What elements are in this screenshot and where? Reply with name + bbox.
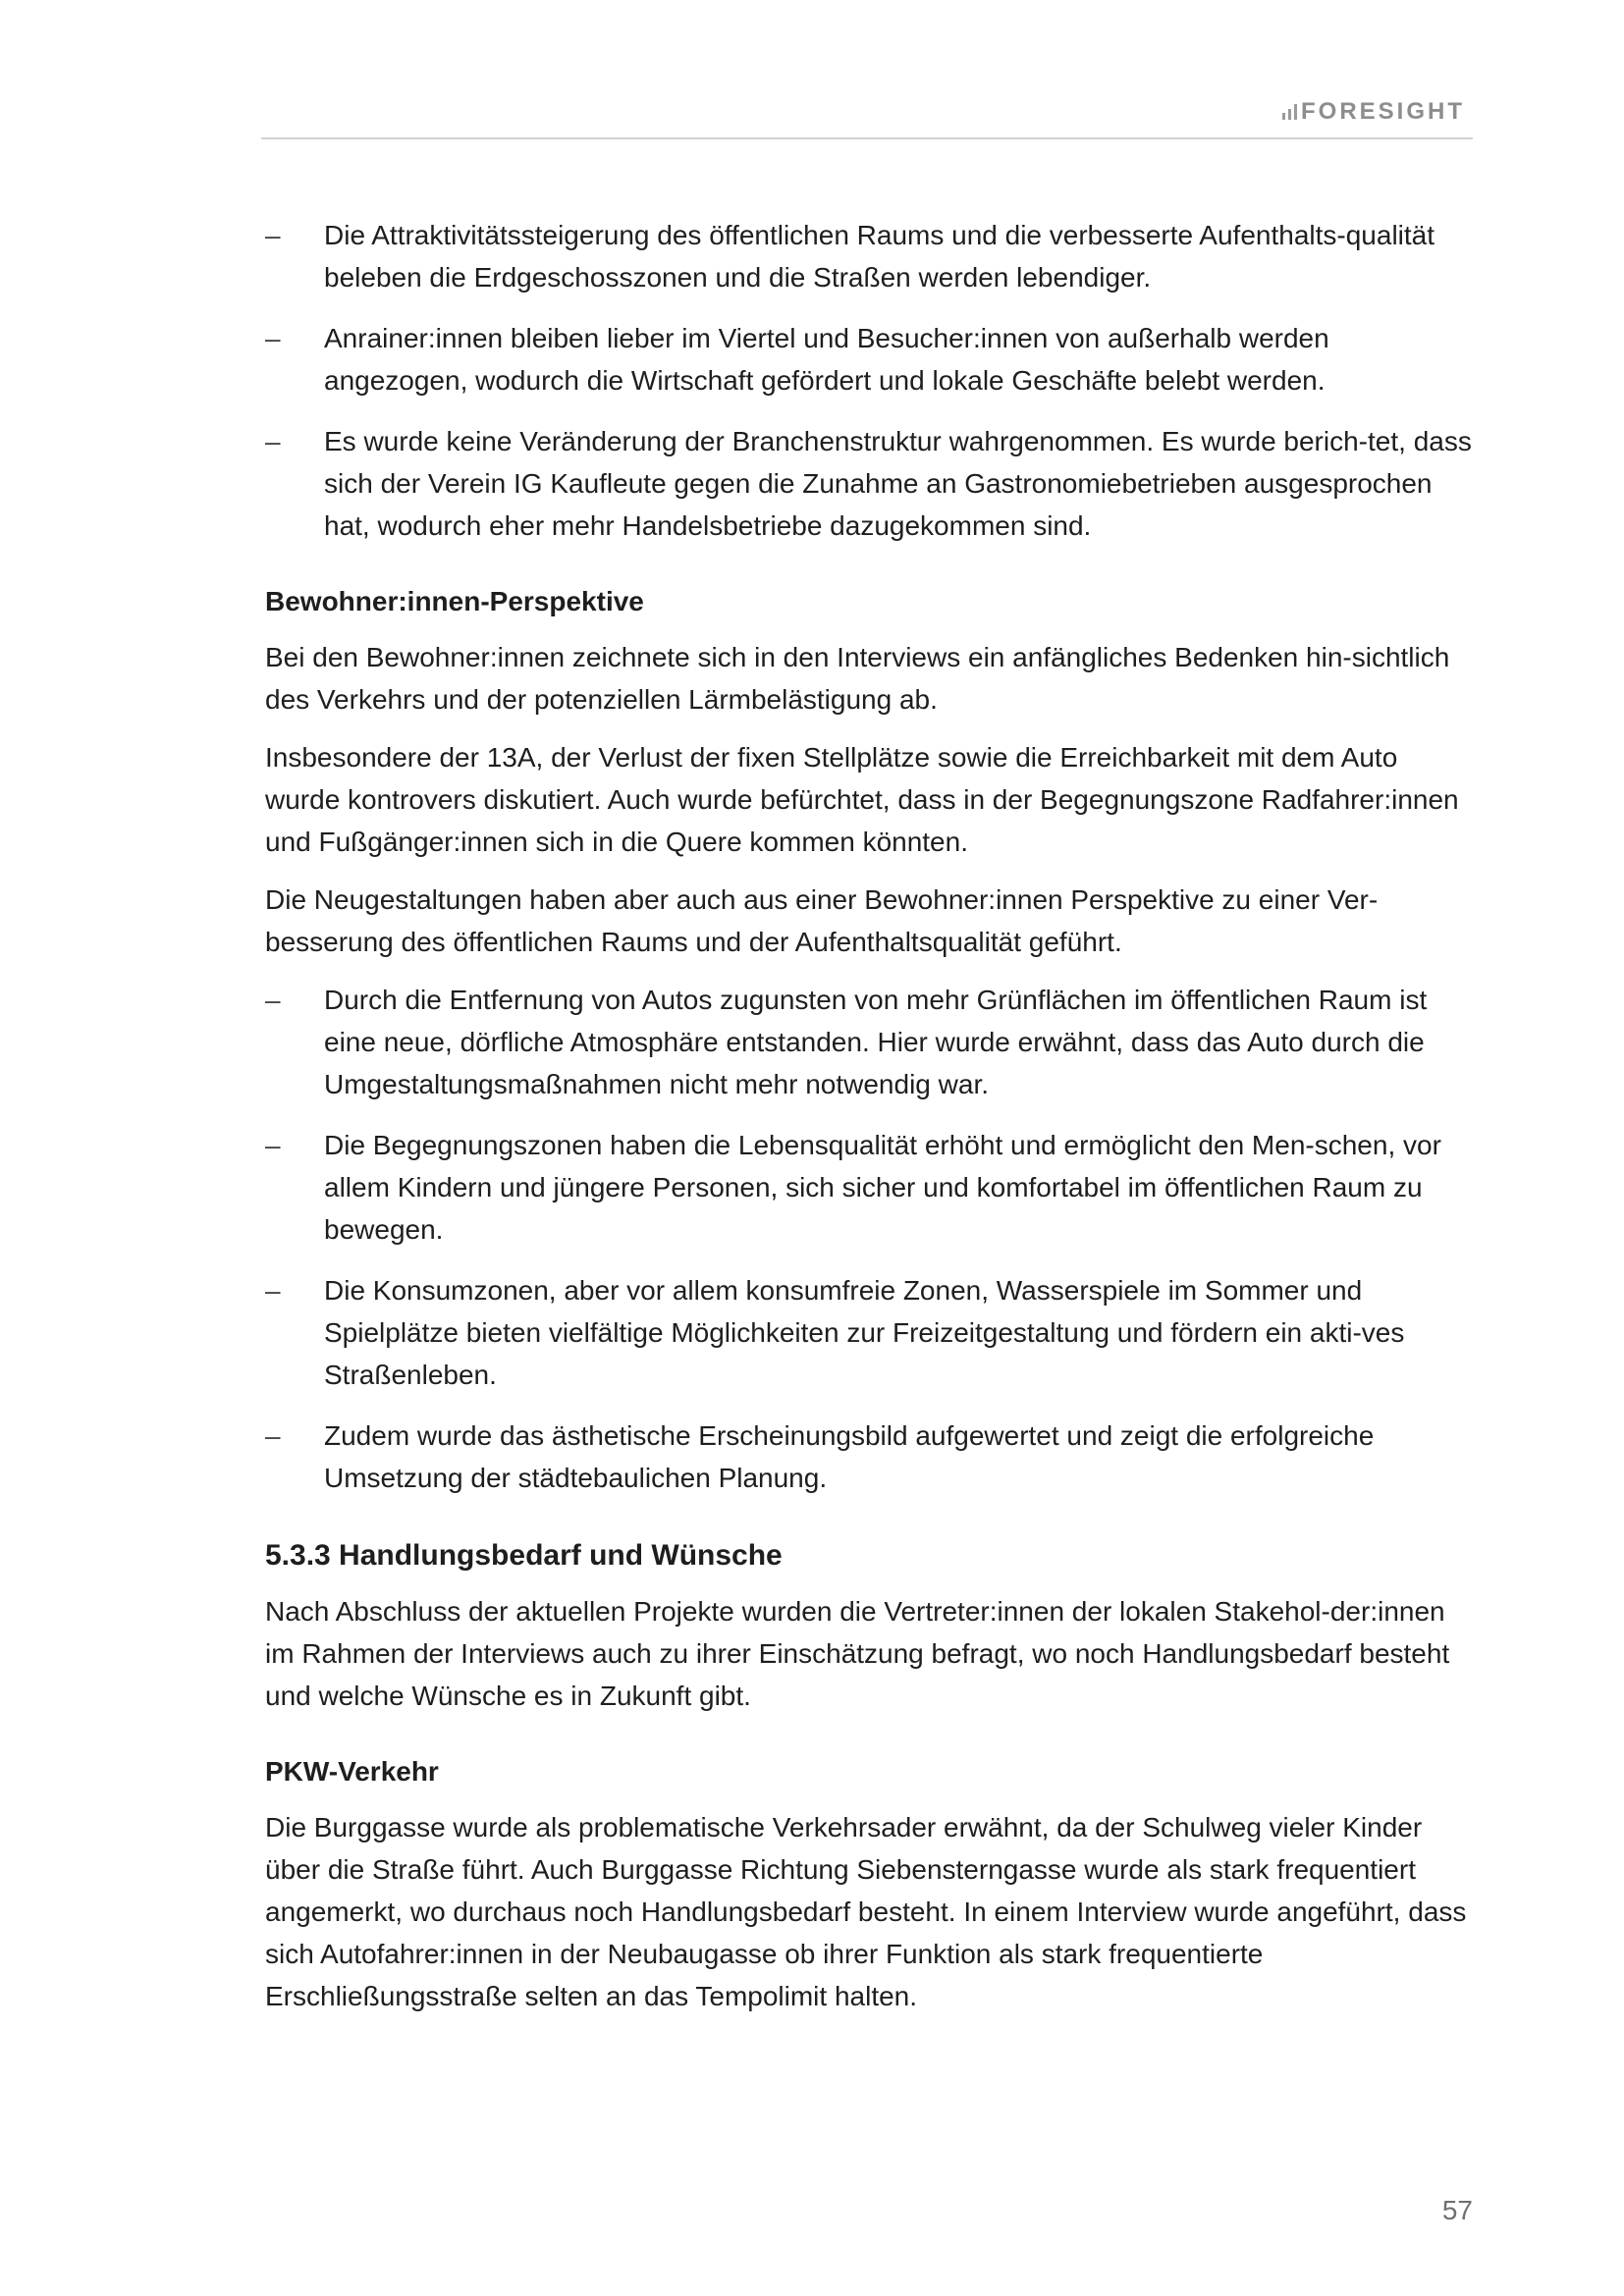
list-item (265, 1269, 1475, 1396)
list-item-text: Die Konsumzonen, aber vor allem konsumfreie Zonen, Wasserspiele im Sommer und Spielplätze bieten vielfältige Möglichkeiten zur Freizeitgestaltung und fördern ein akti-ves Straßenleben. (324, 1275, 1405, 1390)
section-heading: 5.3.3 Handlungsbedarf und Wünsche (265, 1539, 783, 1572)
list-item-text: Zudem wurde das ästhetische Erscheinungsbild aufgewertet und zeigt die erfolgreiche Umsetzung der städtebaulichen Planung. (324, 1420, 1375, 1493)
page-content (265, 214, 1475, 2033)
paragraph: Nach Abschluss der aktuellen Projekte wurden die Vertreter:innen der lokalen Stakehol-der:innen im Rahmen der Interviews auch zu ihrer Einschätzung befragt, wo noch Handlungsbedarf besteht und welche Wünsche es in Zukunft gibt. (265, 1596, 1450, 1711)
dash-bullet-icon: – (265, 1130, 281, 1160)
logo-bars-icon (1282, 104, 1297, 120)
pkw-heading: PKW-Verkehr (265, 1756, 439, 1787)
page-number: 57 (1441, 2195, 1473, 2225)
paragraph: Bei den Bewohner:innen zeichnete sich in den Interviews ein anfängliches Bedenken hin-sichtlich des Verkehrs und der potenziellen Lärmbelästigung ab. (265, 642, 1450, 715)
foresight-logo (1282, 94, 1465, 130)
dash-bullet-icon: – (265, 985, 281, 1015)
paragraph: Insbesondere der 13A, der Verlust der fixen Stellplätze sowie die Erreichbarkeit mit dem Auto wurde kontrovers diskutiert. Auch wurde befürchtet, dass in der Begegnungszone Radfahrer:innen und Fußgänger:innen sich in die Quere kommen könnten. (265, 742, 1459, 857)
dash-bullet-icon: – (265, 1420, 281, 1451)
residents-heading: Bewohner:innen-Perspektive (265, 586, 644, 616)
paragraph: Die Burggasse wurde als problematische Verkehrsader erwähnt, da der Schulweg vieler Kinder über die Straße führt. Auch Burggasse Richtung Siebensterngasse wurde als stark frequentiert angemerkt, wo durchaus noch Handlungsbedarf besteht. In einem Interview wurde angeführt, dass sich Autofahrer:innen in der Neubaugasse ob ihrer Funktion als stark frequentierte Erschließungsstraße selten an das Tempolimit halten. (265, 1812, 1467, 2011)
paragraph: Die Neugestaltungen haben aber auch aus einer Bewohner:innen Perspektive zu einer Ver-besserung des öffentlichen Raums und der Aufenthaltsqualität geführt. (265, 884, 1379, 957)
list-item (265, 1415, 1475, 1499)
list-item-text: Die Begegnungszonen haben die Lebensqualität erhöht und ermöglicht den Men-schen, vor allem Kindern und jüngere Personen, sich sicher und komfortabel im öffentlichen Raum zu bewegen. (324, 1130, 1441, 1245)
list-item-text: Anrainer:innen bleiben lieber im Viertel und Besucher:innen von außerhalb werden angezogen, wodurch die Wirtschaft gefördert und lokale Geschäfte belebt werden. (324, 323, 1329, 396)
list-item-text: Durch die Entfernung von Autos zugunsten von mehr Grünflächen im öffentlichen Raum ist eine neue, dörfliche Atmosphäre entstanden. Hier wurde erwähnt, dass das Auto durch die Umgestaltungsmaßnahmen nicht mehr notwendig war. (324, 985, 1428, 1099)
list-item-text: Es wurde keine Veränderung der Branchenstruktur wahrgenommen. Es wurde berich-tet, dass sich der Verein IG Kaufleute gegen die Zunahme an Gastronomiebetrieben ausgesprochen hat, wodurch eher mehr Handelsbetriebe dazugekommen sind. (324, 426, 1472, 541)
list-item-text: Die Attraktivitätssteigerung des öffentlichen Raums und die verbesserte Aufenthalts-qualität beleben die Erdgeschosszonen und die Straßen werden lebendiger. (324, 220, 1435, 293)
list-item (265, 1124, 1475, 1251)
list-item (265, 979, 1475, 1105)
page-header (261, 94, 1473, 139)
dash-bullet-icon: – (265, 1275, 281, 1306)
dash-bullet-icon: – (265, 323, 281, 353)
dash-bullet-icon: – (265, 220, 281, 250)
list-item (265, 214, 1475, 298)
list-item (265, 420, 1475, 547)
logo-text: FORESIGHT (1300, 98, 1465, 125)
dash-bullet-icon: – (265, 426, 281, 456)
list-item (265, 317, 1475, 401)
